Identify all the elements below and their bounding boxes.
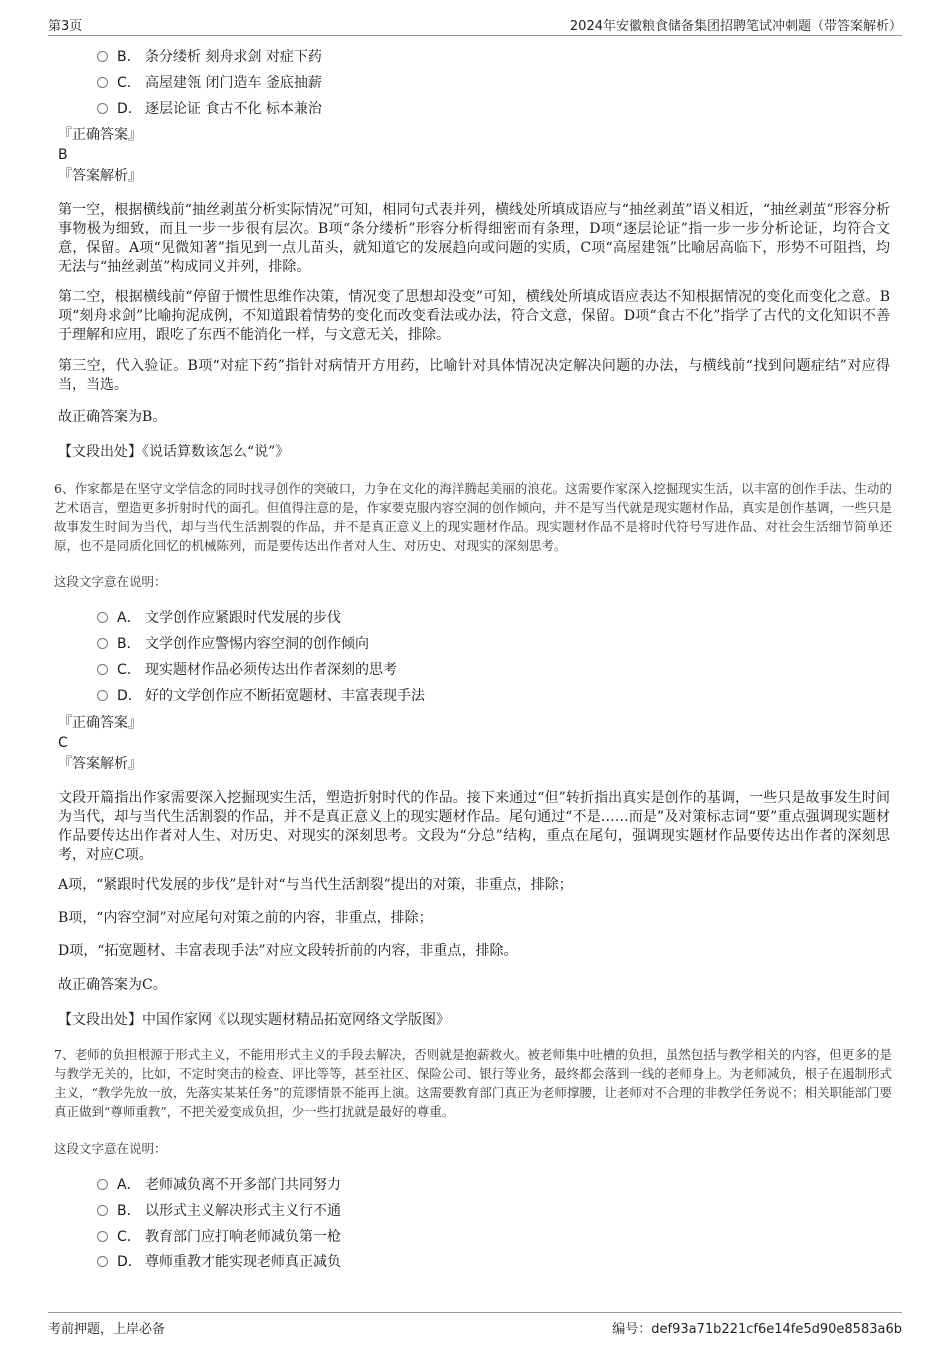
q5-answer: B xyxy=(58,147,68,163)
radio-icon[interactable] xyxy=(97,77,108,88)
q7-option-d[interactable]: D． 尊师重教才能实现老师真正减负 xyxy=(97,1252,341,1272)
document-title: 2024年安徽粮食储备集团招聘笔试冲刺题（带答案解析） xyxy=(569,19,902,34)
q6-prompt: 这段文字意在说明： xyxy=(54,574,167,589)
q7-stem: 7、老师的负担根源于形式主义，不能用形式主义的手段去解决，否则就是抱薪救火。被老师集中吐槽的负担，虽然包括与教学相关的内容，但更多的是与教学无关的，比如，不定时突击的检查、评比等等，甚至社区、保险公司、银行等业务，最终都会落到一线的老师身上。为老师减负，根子在遏制形式主义，“教学先放一放，先落实某某任务”的荒谬情景不能再上演。这需要教育部门真正为老师撑腰，让老师对不合理的非教学任务说不；相关职能部门要真正做到“尊师重教”，不把关爱变成负担，少一些打扰就是最好的尊重。 xyxy=(54,1047,892,1119)
q6-analysis-paragraph: 文段开篇指出作家需要深入挖掘现实生活，塑造折射时代的作品。接下来通过“但”转折指出真实是创作的基调，一些只是故事发生时间为当代，却与当代生活割裂的作品，并不是真正意义上的现实题材作品。尾句通过“不是……而是”及对策标志词“要”重点强调现实题材作品要传达出作者对人生、对历史、对现实的深刻思考。文段为“分总”结构，重点在尾句，强调现实题材作品要传达出作者的深刻思考，对应C项。 xyxy=(58,790,890,863)
page-footer xyxy=(48,1312,902,1339)
q5-option-c[interactable]: C. 高屋建瓴 闭门造车 釜底抽薪 xyxy=(97,73,322,93)
q6-analysis-paragraph: B项，“内容空洞”对应尾句对策之前的内容，非重点，排除； xyxy=(58,910,433,926)
q5-analysis-label: 『答案解析』 xyxy=(58,168,142,184)
radio-icon[interactable] xyxy=(97,103,108,114)
radio-icon[interactable] xyxy=(97,1179,108,1190)
q5-analysis-paragraph: 第一空，根据横线前“抽丝剥茧分析实际情况”可知，相同句式表并列，横线处所填成语应与“抽丝剥茧”语义相近，“抽丝剥茧”形容分析事物极为细致，而且一步一步很有层次。B项“条分缕析”形容分析得细密而有条理，D项“逐层论证”指一步一步分析论证，均符合文意，保留。A项“见微知著”指见到一点儿苗头，就知道它的发展趋向或问题的实质，C项“高屋建瓴”比喻居高临下，形势不可阻挡，均无法与“抽丝剥茧”构成同义并列，排除。 xyxy=(58,202,890,275)
q7-option-a[interactable]: A． 老师减负离不开多部门共同努力 xyxy=(97,1175,341,1195)
q6-answer-label: 『正确答案』 xyxy=(58,715,142,731)
radio-icon[interactable] xyxy=(97,1256,108,1267)
q6-option-c[interactable]: C． 现实题材作品必须传达出作者深刻的思考 xyxy=(97,660,397,680)
q5-conclusion: 故正确答案为B。 xyxy=(58,409,167,425)
q7-option-c[interactable]: C． 教育部门应打响老师减负第一枪 xyxy=(97,1227,341,1247)
q5-source: 【文段出处】《说话算数该怎么“说”》 xyxy=(58,444,290,460)
radio-icon[interactable] xyxy=(97,1205,108,1216)
q6-answer: C xyxy=(58,735,68,751)
q6-analysis-label: 『答案解析』 xyxy=(58,756,142,772)
q5-option-d[interactable]: D. 逐层论证 食古不化 标本兼治 xyxy=(97,99,322,119)
q6-analysis-paragraph: A项，“紧跟时代发展的步伐”是针对“与当代生活割裂”提出的对策，非重点，排除； xyxy=(58,877,573,893)
radio-icon[interactable] xyxy=(97,638,108,649)
q7-option-b[interactable]: B． 以形式主义解决形式主义行不通 xyxy=(97,1201,341,1221)
q6-conclusion: 故正确答案为C。 xyxy=(58,977,167,993)
page-number: 第3页 xyxy=(48,19,83,34)
radio-icon[interactable] xyxy=(97,51,108,62)
q6-option-d[interactable]: D． 好的文学创作应不断拓宽题材、丰富表现手法 xyxy=(97,686,425,706)
q6-source: 【文段出处】中国作家网《以现实题材精品拓宽网络文学版图》 xyxy=(58,1012,450,1028)
page-header xyxy=(48,13,902,36)
q6-option-a[interactable]: A． 文学创作应紧跟时代发展的步伐 xyxy=(97,608,341,628)
q6-option-b[interactable]: B． 文学创作应警惕内容空洞的创作倾向 xyxy=(97,634,369,654)
radio-icon[interactable] xyxy=(97,612,108,623)
q5-answer-label: 『正确答案』 xyxy=(58,127,142,143)
document-id: 编号：def93a71b221cf6e14fe5d90e8583a6b xyxy=(612,1322,902,1337)
q6-stem: 6、作家都是在坚守文学信念的同时找寻创作的突破口，力争在文化的海洋腾起美丽的浪花。这需要作家深入挖掘现实生活，以丰富的创作手法、生动的艺术语言，塑造更多折射时代的面孔。但值得注意的是，作家要克服内容空洞的创作倾向，并不是写当代就是现实题材作品，真实是创作基调，一些只是故事发生时间为当代，却与当代生活割裂的作品，并不是真正意义上的现实题材作品。现实题材作品不是将时代符号写进作品、对社会生活细节简单还原，也不是同质化回忆的机械陈列，而是要传达出作者对人生、对历史、对现实的深刻思考。 xyxy=(54,481,892,553)
radio-icon[interactable] xyxy=(97,1231,108,1242)
q5-analysis-paragraph: 第二空，根据横线前“停留于惯性思维作决策，情况变了思想却没变”可知，横线处所填成语应表达不知根据情况的变化而变化之意。B项“刻舟求剑”比喻拘泥成例，不知道跟着情势的变化而改变看法或办法，符合文意，保留。D项“食古不化”指学了古代的文化知识不善于理解和应用，跟吃了东西不能消化一样，与文意无关，排除。 xyxy=(58,289,890,343)
q5-analysis-paragraph: 第三空，代入验证。B项“对症下药”指针对病情开方用药，比喻针对具体情况决定解决问题的办法，与横线前“找到问题症结”对应得当，当选。 xyxy=(58,358,890,393)
q7-prompt: 这段文字意在说明： xyxy=(54,1141,167,1156)
radio-icon[interactable] xyxy=(97,664,108,675)
radio-icon[interactable] xyxy=(97,690,108,701)
q6-analysis-paragraph: D项，“拓宽题材、丰富表现手法”对应文段转折前的内容，非重点，排除。 xyxy=(58,943,518,959)
q5-option-b[interactable]: B. 条分缕析 刻舟求剑 对症下药 xyxy=(97,47,322,67)
footer-slogan: 考前押题，上岸必备 xyxy=(48,1322,166,1337)
